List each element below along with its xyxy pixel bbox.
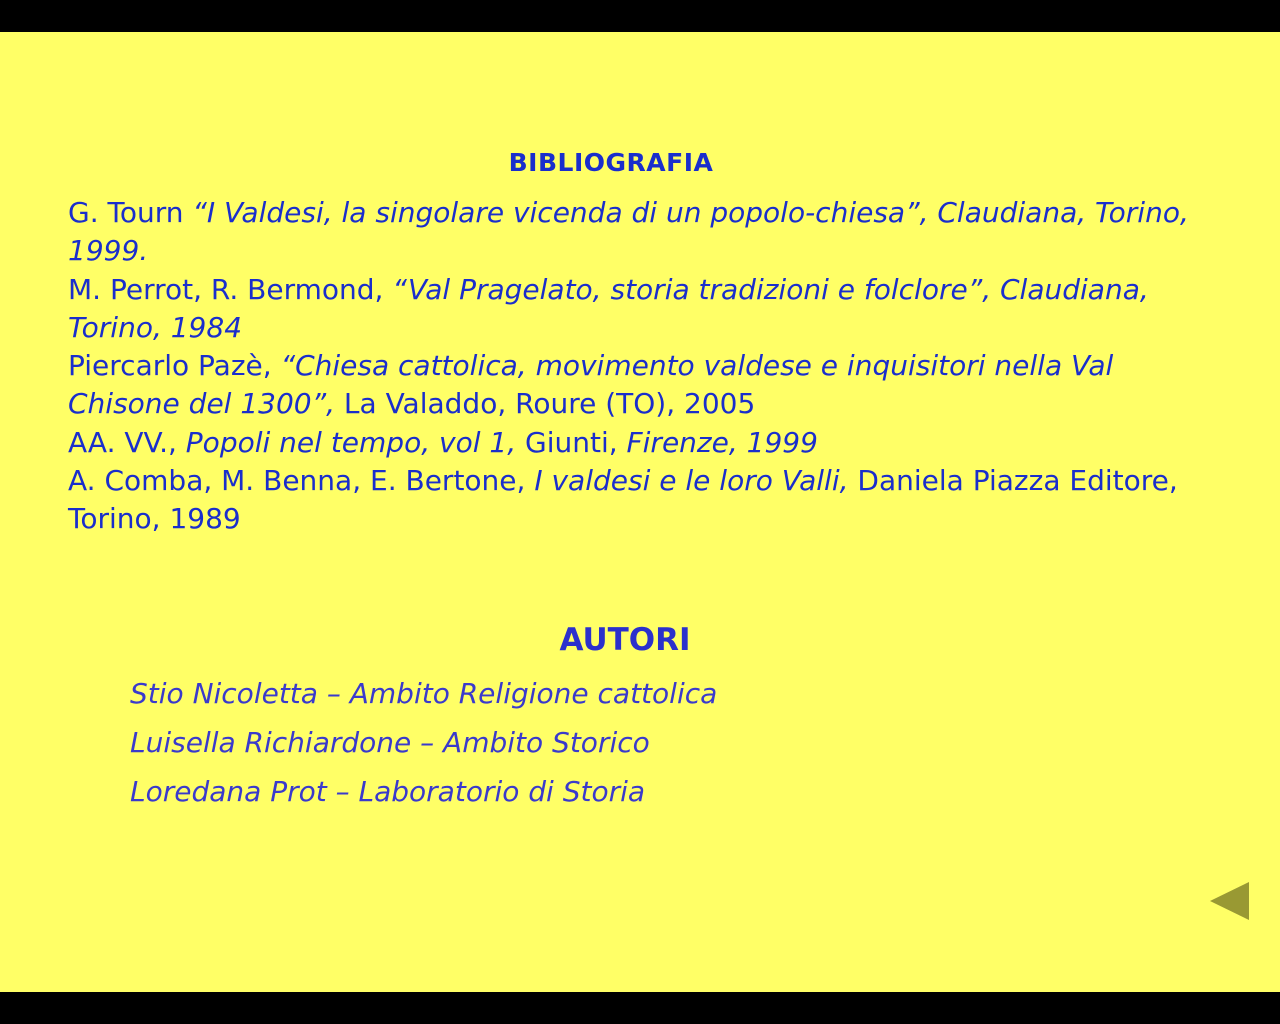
authors-title: AUTORI — [559, 622, 691, 658]
entry-title: I valdesi e le loro Valli, — [534, 464, 849, 498]
entry-place: Firenze, 1999 — [626, 425, 818, 459]
entry-author: AA. VV., — [68, 425, 186, 459]
bibliography-list — [68, 194, 1218, 539]
author-item: Stio Nicoletta – Ambito Religione cattolica — [130, 677, 718, 710]
entry-title: Popoli nel tempo, vol 1, — [185, 425, 517, 459]
bibliography-entry — [68, 424, 1218, 462]
bibliography-entry — [68, 271, 1218, 348]
bibliography-entry — [68, 462, 1218, 539]
bibliography-title: BIBLIOGRAFIA — [508, 148, 714, 177]
entry-title: “I Valdesi, la singolare vicenda di un popolo-chiesa”, Claudiana, Torino, 1999. — [68, 196, 1189, 268]
entry-author: A. Comba, M. Benna, E. Bertone, — [68, 464, 535, 498]
entry-author: M. Perrot, R. Bermond, — [68, 272, 393, 306]
entry-publisher: Giunti, — [516, 425, 627, 459]
author-item: Luisella Richiardone – Ambito Storico — [130, 726, 650, 759]
entry-publisher: La Valaddo, Roure (TO), 2005 — [343, 387, 756, 421]
entry-author: G. Tourn — [68, 196, 193, 229]
authors-list — [130, 674, 1030, 821]
back-arrow-icon — [1210, 882, 1250, 920]
entry-author: Piercarlo Pazè, — [68, 349, 281, 383]
bibliography-entry — [68, 194, 1218, 271]
bibliography-entry — [68, 347, 1218, 424]
slide — [0, 32, 1280, 992]
entry-publisher: Daniela Piazza Editore, Torino, 1989 — [68, 464, 1178, 536]
author-item: Loredana Prot – Laboratorio di Storia — [130, 775, 646, 808]
entry-title: “Val Pragelato, storia tradizioni e folclore”, Claudiana, Torino, 1984 — [68, 272, 1149, 344]
back-button[interactable] — [1210, 882, 1250, 920]
entry-title: “Chiesa cattolica, movimento valdese e inquisitori nella Val Chisone del 1300”, — [68, 349, 1114, 421]
